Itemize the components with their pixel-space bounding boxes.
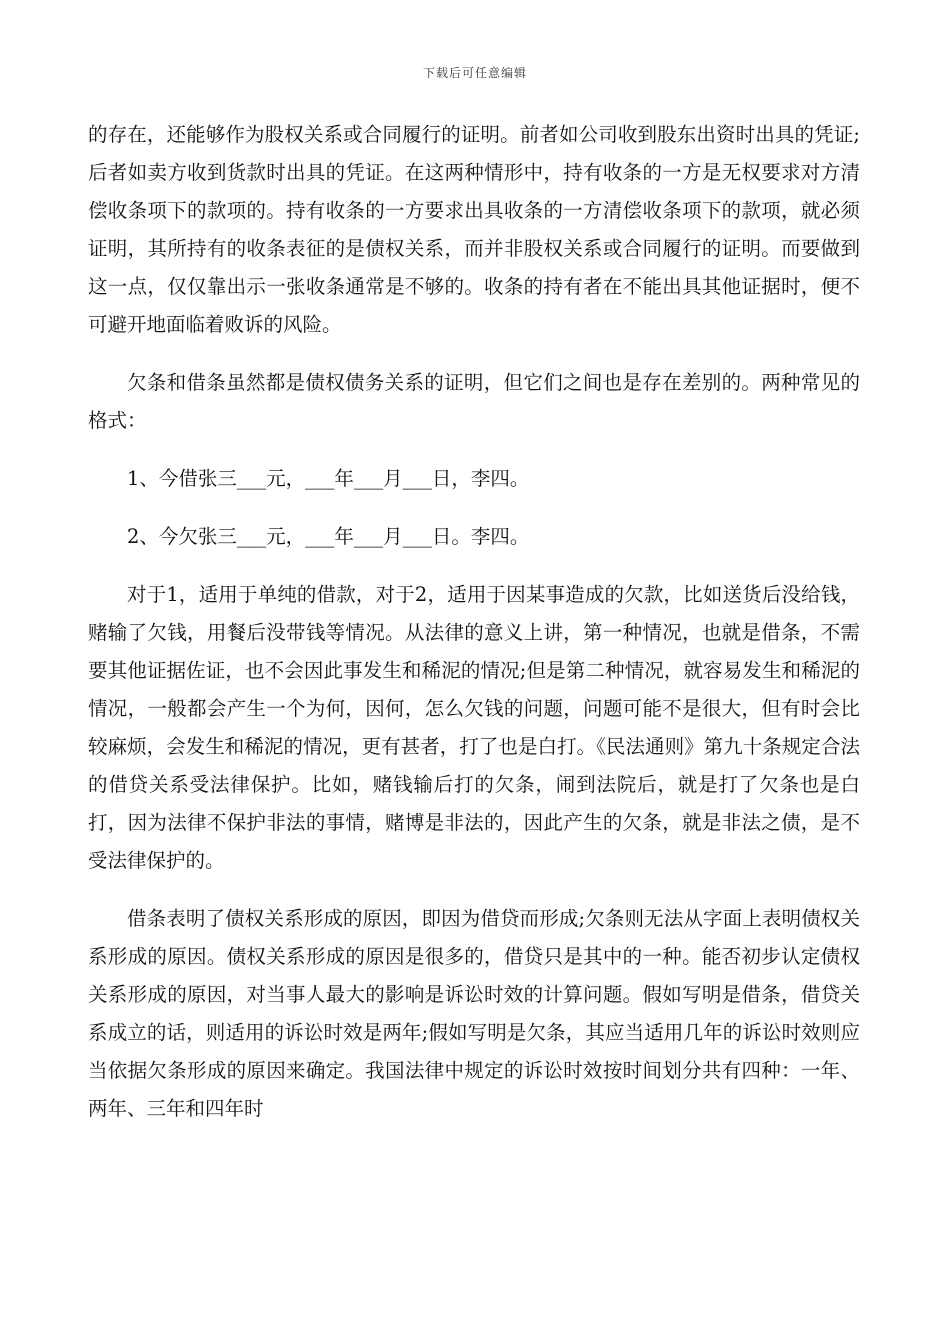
format-item-2: 2、今欠张三___元，___年___月___日。李四。 bbox=[127, 525, 530, 548]
paragraph-limitation-period: 借条表明了债权关系形成的原因，即因为借贷而形成;欠条则无法从字面上表明债权关系形成的原因。债权关系形成的原因是很多的，借贷只是其中的一种。能否初步认定债权关系形成的原因，对当事人最大的影响是诉讼时效的计算问题。假如写明是借条，借贷关系成立的话，则适用的诉讼时效是两年;假如写明是欠条，其应当适用几年的诉讼时效则应当依据欠条形成的原因来确定。我国法律中规定的诉讼时效按时间划分共有四种：一年、两年、三年和四年时 bbox=[88, 907, 860, 1120]
format-item-1: 1、今借张三___元，___年___月___日，李四。 bbox=[127, 467, 530, 490]
paragraph-iou-vs-loan: 欠条和借条虽然都是债权债务关系的证明，但它们之间也是存在差别的。两种常见的格式： bbox=[88, 371, 860, 432]
page-header: 下载后可任意编辑 bbox=[422, 66, 527, 80]
paragraph-format-explanation: 对于1，适用于单纯的借款，对于2，适用于因某事造成的欠款，比如送货后没给钱，赌输了欠钱，用餐后没带钱等情况。从法律的意义上讲，第一种情况，也就是借条，不需要其他证据佐证，也不会因此事发生和稀泥的情况;但是第二种情况，就容易发生和稀泥的情况，一般都会产生一个为何，因何，怎么欠钱的问题，问题可能不是很大，但有时会比较麻烦，会发生和稀泥的情况，更有甚者，打了也是白打。《民法通则》第九十条规定合法的借贷关系受法律保护。比如，赌钱输后打的欠条，闹到法院后，就是打了欠条也是白打，因为法律不保护非法的事情，赌博是非法的，因此产生的欠条，就是非法之债，是不受法律保护的。 bbox=[88, 583, 860, 872]
paragraph-receipt-risk: 的存在，还能够作为股权关系或合同履行的证明。前者如公司收到股东出资时出具的凭证;后者如卖方收到货款时出具的凭证。在这两种情形中，持有收条的一方是无权要求对方清偿收条项下的款项的。持有收条的一方要求出具收条的一方清偿收条项下的款项，就必须证明，其所持有的收条表征的是债权关系，而并非股权关系或合同履行的证明。而要做到这一点，仅仅靠出示一张收条通常是不够的。收条的持有者在不能出具其他证据时，便不可避开地面临着败诉的风险。 bbox=[88, 123, 860, 336]
document-body bbox=[88, 116, 860, 1148]
